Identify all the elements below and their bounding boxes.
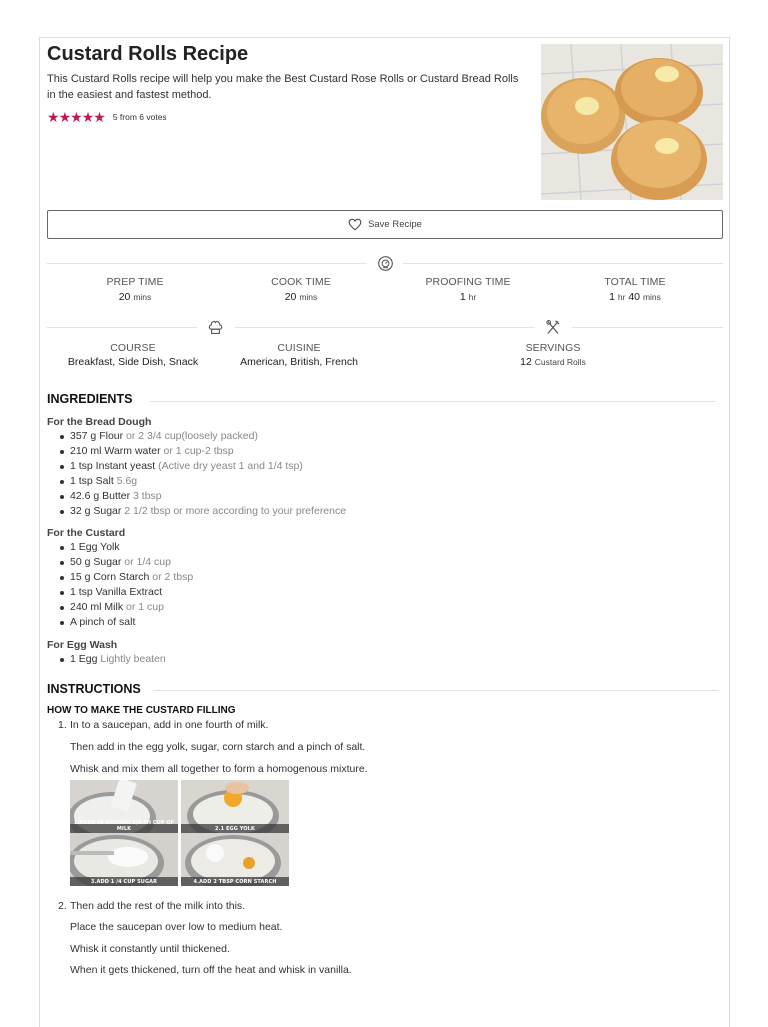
details-divider [47,321,723,333]
times-divider [47,257,723,269]
step-text: Place the saucepan over low to medium heat. [70,921,283,933]
cook-time-value: 20 mins [284,291,318,303]
list-item: 1 tsp Instant yeast (Active dry yeast 1 and 1/4 tsp) [70,459,346,474]
ingredients-rule [150,401,716,402]
step-number: 2. [58,900,67,912]
step-text: In to a saucepan, add in one fourth of milk. [70,719,269,731]
ingredients-heading: INGREDIENTS [47,392,133,406]
prep-time-label: PREP TIME [106,276,164,288]
list-item: 50 g Sugar or 1/4 cup [70,555,193,570]
list-item: 240 ml Milk or 1 cup [70,600,193,615]
cook-time-label: COOK TIME [271,276,331,288]
chef-hat-icon [206,318,224,336]
instructions-subheading: HOW TO MAKE THE CUSTARD FILLING [47,705,236,716]
star-icon[interactable]: ★ [93,109,105,125]
step-photo-egg-yolk [181,780,289,833]
utensils-icon [544,318,562,336]
step-text: Whisk and mix them all together to form a homogenous mixture. [70,763,368,775]
step-photo-caption: 3.ADD 1 /4 CUP SUGAR [90,879,158,885]
star-icon[interactable]: ★ [81,109,94,125]
list-item: 42.6 g Butter 3 tbsp [70,489,346,504]
prep-time-value: 20 mins [118,291,152,303]
step-number: 1. [58,719,67,731]
ingredient-list-dough [70,429,346,519]
ingredient-list-custard [70,540,193,630]
recipe-card [39,37,730,1027]
star-icon[interactable]: ★ [58,109,71,125]
step-photo-corn-starch [181,833,289,886]
step-text: Then add in the egg yolk, sugar, corn starch and a pinch of salt. [70,741,366,753]
timer-icon [376,254,394,272]
rating[interactable] [47,110,167,124]
recipe-summary: This Custard Rolls recipe will help you make the Best Custard Rose Rolls or Custard Bread Rolls in the easiest and fastest method. [47,73,519,101]
step-photo-caption: 2.1 EGG YOLK [215,826,255,832]
instructions-rule [153,690,719,691]
servings-label: SERVINGS [525,342,581,354]
ingredient-list-egg-wash [70,652,166,667]
proofing-time-value: 1 hr [459,291,477,303]
step-photo-milk [70,780,178,833]
instructions-heading: INSTRUCTIONS [47,682,141,696]
step-photo-sugar [70,833,178,886]
list-item: 357 g Flour or 2 3/4 cup(loosely packed) [70,429,346,444]
list-item: 1 Egg Lightly beaten [70,653,166,665]
list-item: 1 tsp Vanilla Extract [70,585,193,600]
step-text: When it gets thickened, turn off the heat and whisk in vanilla. [70,964,352,976]
list-item: 210 ml Warm water or 1 cup-2 tbsp [70,444,346,459]
course-value: Breakfast, Side Dish, Snack [67,356,199,368]
course-label: COURSE [110,342,156,354]
save-recipe-button[interactable] [47,210,723,239]
total-time-label: TOTAL TIME [604,276,666,288]
star-icon[interactable]: ★ [47,109,59,125]
step-photo-caption: 1.POUR IN AROUND 1/4 TH CUP OF MILK [73,820,175,832]
cuisine-value: American, British, French [240,356,358,368]
ingredient-group-egg-wash: For Egg Wash [47,639,118,651]
heart-icon [348,218,362,231]
list-item: 1 tsp Salt 5.6g [70,474,346,489]
step-photo-caption: 4.ADD 2 TBSP CORN STARCH [193,879,277,885]
total-time-value: 1 hr 40 mins [609,291,661,303]
list-item: 1 Egg Yolk [70,540,193,555]
list-item: A pinch of salt [70,615,193,630]
step-text: Then add the rest of the milk into this. [70,900,246,912]
cuisine-label: CUISINE [277,342,321,354]
rating-stars[interactable] [47,110,105,124]
list-item: 32 g Sugar 2 1/2 tbsp or more according to your preference [70,505,347,517]
ingredient-group-dough: For the Bread Dough [47,416,152,428]
star-icon[interactable]: ★ [70,109,82,125]
ingredient-group-custard: For the Custard [47,527,126,539]
proofing-time-label: PROOFING TIME [425,276,511,288]
servings-value[interactable]: 12 Custard Rolls [520,356,586,368]
rating-votes: 5 from 6 votes [112,112,167,122]
recipe-hero-image [541,44,723,200]
save-recipe-label: Save Recipe [368,219,422,230]
recipe-title: Custard Rolls Recipe [47,43,249,65]
list-item: 15 g Corn Starch or 2 tbsp [70,571,194,583]
step-text: Whisk it constantly until thickened. [70,943,230,955]
